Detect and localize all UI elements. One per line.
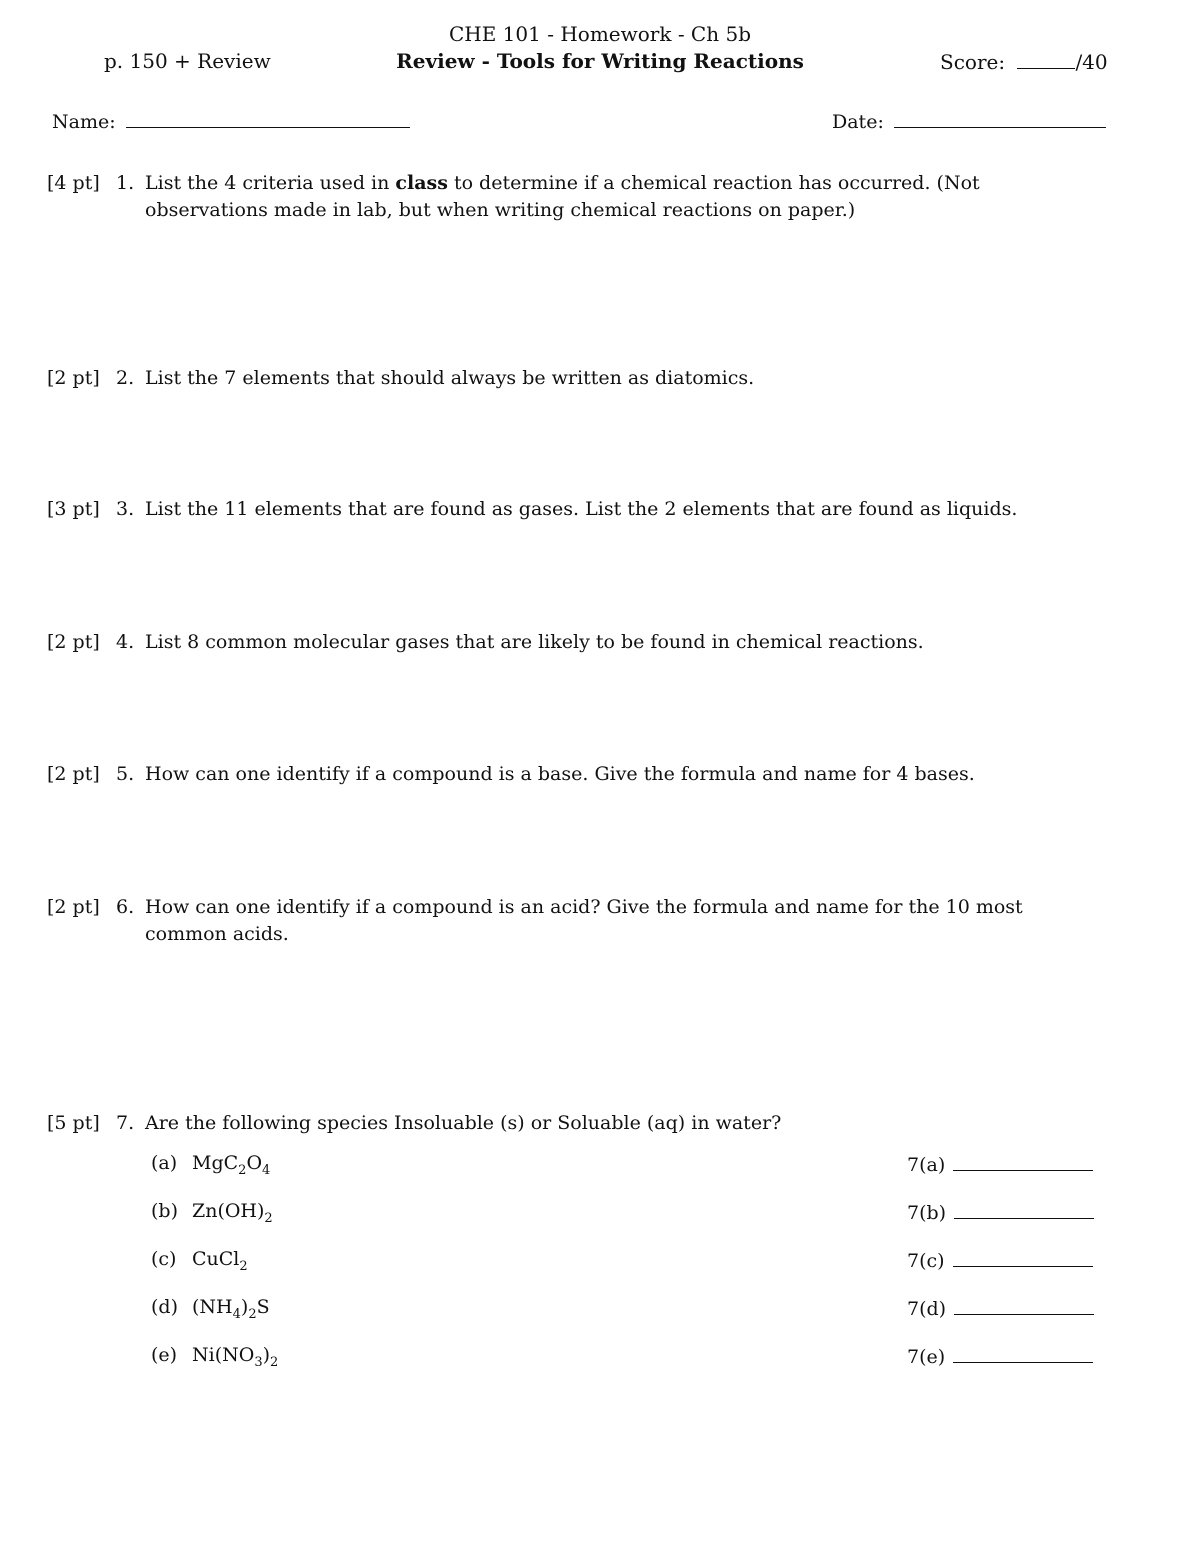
points-badge: [4 pt]: [47, 172, 100, 194]
points-badge: [2 pt]: [47, 763, 100, 785]
course-title: CHE 101 - Homework - Ch 5b: [448, 22, 751, 46]
subpart-label: (b): [151, 1200, 178, 1222]
date-field: [832, 107, 1106, 136]
subpart-label: (e): [151, 1344, 178, 1366]
question-text: List 8 common molecular gases that are likely to be found in chemical reactions.: [145, 631, 924, 653]
answer-label: 7(e): [907, 1346, 946, 1368]
points-badge: [3 pt]: [47, 498, 100, 520]
answer-label: 7(d): [907, 1298, 947, 1320]
answer-field: [907, 1198, 1094, 1227]
score-field: [940, 48, 1108, 75]
question-number: 5.: [116, 763, 135, 785]
answer-field: [907, 1150, 1093, 1179]
answer-label: 7(c): [907, 1250, 945, 1272]
score-total: /40: [1075, 50, 1108, 74]
name-label: Name:: [52, 111, 116, 133]
points-badge: [2 pt]: [47, 631, 100, 653]
name-blank[interactable]: [126, 107, 410, 128]
question-number: 1.: [116, 172, 135, 194]
page-reference: p. 150 + Review: [104, 49, 271, 73]
subpart-label: (d): [151, 1296, 178, 1318]
question-text: List the 4 criteria used in class to determine if a chemical reaction has occurred. (Not observations made in lab, but when writing chemical reactions on paper.): [145, 172, 980, 221]
question-number: 7.: [116, 1112, 135, 1134]
answer-blank[interactable]: [953, 1150, 1093, 1171]
points-badge: [2 pt]: [47, 367, 100, 389]
question-number: 3.: [116, 498, 135, 520]
score-blank[interactable]: [1017, 48, 1075, 69]
answer-blank[interactable]: [953, 1246, 1093, 1267]
answer-blank[interactable]: [953, 1342, 1093, 1363]
chemical-formula: $(NH_4)_2S$: [192, 1296, 270, 1322]
chemical-formula: CuCl$_2$: [192, 1248, 248, 1274]
answer-blank[interactable]: [954, 1198, 1094, 1219]
subpart-label: (c): [151, 1248, 177, 1270]
question-text: How can one identify if a compound is a base. Give the formula and name for 4 bases.: [145, 763, 975, 785]
chemical-formula: $Zn(OH)_2$: [192, 1200, 273, 1226]
question-text: Are the following species Insoluable (s) or Soluable (aq) in water?: [145, 1112, 782, 1134]
question-text: List the 11 elements that are found as gases. List the 2 elements that are found as liquids.: [145, 498, 1018, 520]
answer-blank[interactable]: [954, 1294, 1094, 1315]
chemical-formula: $Ni(NO_3)_2$: [192, 1344, 279, 1370]
name-field: [52, 107, 410, 136]
answer-label: 7(a): [907, 1154, 946, 1176]
answer-field: [907, 1294, 1094, 1323]
answer-label: 7(b): [907, 1202, 947, 1224]
subtitle: Review - Tools for Writing Reactions: [396, 49, 804, 73]
subpart-label: (a): [151, 1152, 178, 1174]
answer-field: [907, 1342, 1093, 1371]
question-number: 6.: [116, 896, 135, 918]
question-text: List the 7 elements that should always be written as diatomics.: [145, 367, 755, 389]
points-badge: [5 pt]: [47, 1112, 100, 1134]
date-blank[interactable]: [894, 107, 1106, 128]
question-number: 4.: [116, 631, 135, 653]
answer-field: [907, 1246, 1093, 1275]
chemical-formula: $MgC_2O_4$: [192, 1152, 271, 1178]
date-label: Date:: [832, 111, 884, 133]
score-label: Score:: [940, 50, 1006, 74]
points-badge: [2 pt]: [47, 896, 100, 918]
question-number: 2.: [116, 367, 135, 389]
question-text: How can one identify if a compound is an acid? Give the formula and name for the 10 most common acids.: [145, 896, 1023, 945]
